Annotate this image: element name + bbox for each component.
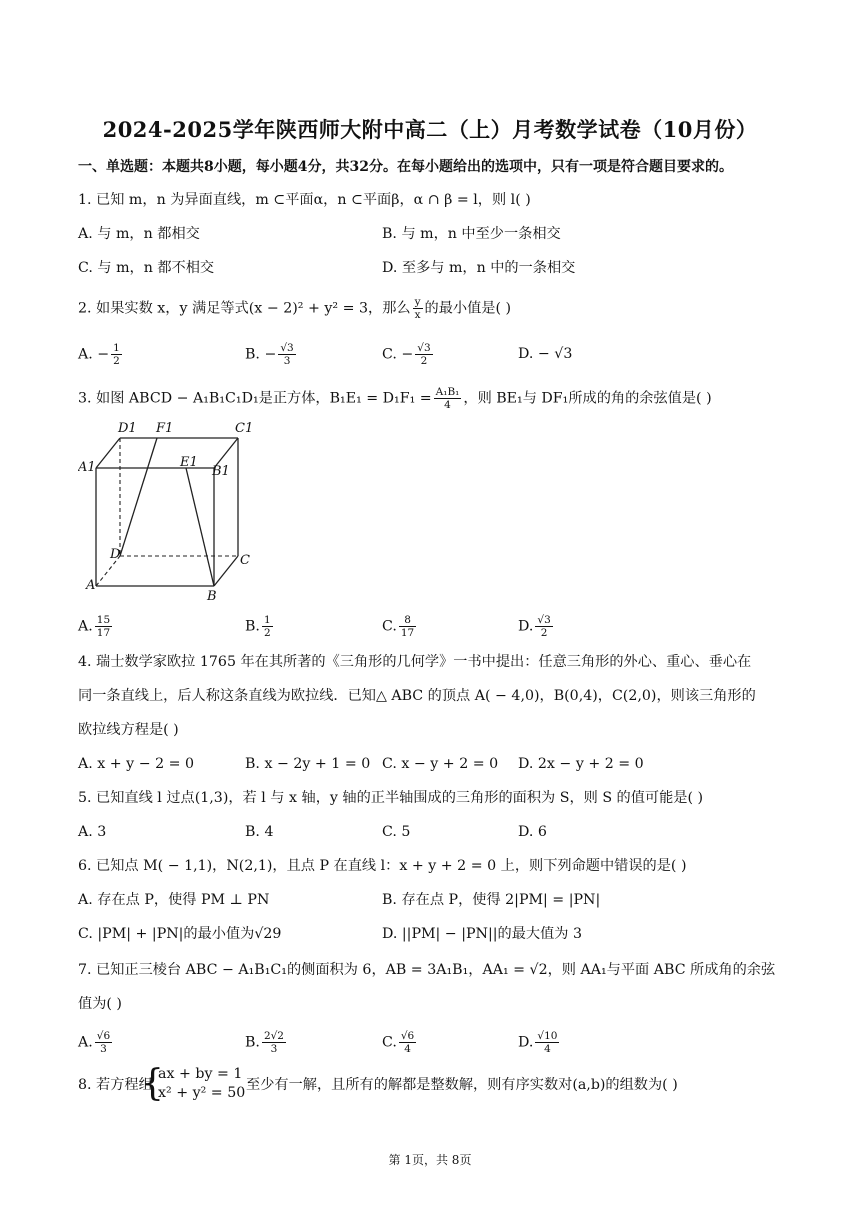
question-2-option-a: [78, 342, 124, 367]
question-3-option-c: [382, 614, 418, 639]
fraction-numerator: 2√2: [263, 1030, 284, 1042]
option-fraction: [415, 342, 432, 367]
question-2-stem-start: 2. 如果实数 x，y 满足等式(x − 2)² + y² = 3，那么: [78, 300, 411, 317]
question-7-option-c: [382, 1030, 418, 1055]
fraction-numerator: 1: [113, 342, 120, 354]
question-3-option-d: [518, 614, 555, 639]
fraction-denominator: 2: [113, 355, 120, 367]
question-4-line-2: 同一条直线上，后人称这条直线为欧拉线．已知△ ABC 的顶点 A( − 4,0)，B(0,4)，C(2,0)，则该三角形的: [78, 688, 756, 704]
equation-system: [158, 1065, 245, 1103]
exam-title: 2024-2025学年陕西师大附中高二（上）月考数学试卷（10月份）: [102, 117, 758, 142]
question-4-option-b: B. x − 2y + 1 = 0: [245, 756, 371, 772]
section-heading: 一、单选题：本题共8小题，每小题4分，共32分。在每小题给出的选项中，只有一项是符合题目要求的。: [78, 159, 733, 175]
question-6-stem: 6. 已知点 M( − 1,1)，N(2,1)，且点 P 在直线 l：x + y + 2 = 0 上，则下列命题中错误的是( ): [78, 858, 687, 874]
question-4-option-a: A. x + y − 2 = 0: [78, 756, 195, 772]
question-4-option-c: C. x − y + 2 = 0: [382, 756, 499, 772]
label-a1: A1: [78, 460, 96, 475]
fraction-denominator: 2: [263, 627, 271, 639]
question-5-stem: 5. 已知直线 l 过点(1,3)，若 l 与 x 轴，y 轴的正半轴围成的三角形的面积为 S，则 S 的值可能是( ): [78, 790, 704, 806]
option-prefix: B.: [245, 1034, 260, 1051]
segment-b-e1: [186, 468, 214, 586]
question-2-option-c: [382, 342, 435, 367]
question-8-suffix: 至少有一解，且所有的解都是整数解，则有序实数对(a,b)的组数为( ): [246, 1077, 678, 1093]
question-3-stem: [78, 386, 712, 411]
option-fraction: [535, 1030, 559, 1055]
option-prefix: D.: [518, 1034, 534, 1051]
question-4-line-3: 欧拉线方程是( ): [78, 722, 179, 738]
question-7-line-1: 7. 已知正三棱台 ABC − A₁B₁C₁的侧面积为 6，AB = 3A₁B₁，AA₁ = √2，则 AA₁与平面 ABC 所成角的余弦: [78, 962, 776, 978]
label-c: C: [240, 553, 250, 568]
fraction-denominator: 3: [270, 1043, 278, 1055]
segment-d-f1: [120, 438, 157, 556]
fraction-numerator: √6: [96, 1030, 111, 1042]
option-prefix: C. −: [382, 346, 414, 363]
question-2-option-b: [245, 342, 298, 367]
question-6-option-a: A. 存在点 P，使得 PM ⊥ PN: [78, 892, 270, 908]
fraction-numerator: A₁B₁: [435, 386, 460, 398]
fraction-numerator: √3: [417, 342, 431, 354]
option-fraction: [111, 342, 122, 367]
fraction-numerator: 15: [96, 614, 111, 626]
label-e1: E1: [180, 455, 198, 470]
fraction-denominator: 4: [544, 1043, 551, 1055]
label-b1: B1: [212, 464, 230, 479]
question-1-option-d: D. 至多与 m，n 中的一条相交: [382, 260, 576, 276]
question-5-option-d: D. 6: [518, 824, 547, 840]
fraction-numerator: √6: [400, 1030, 415, 1042]
option-prefix: B.: [245, 618, 260, 635]
edge-b-c: [214, 556, 238, 586]
option-fraction: [262, 614, 273, 639]
question-2-fraction: [413, 296, 423, 321]
equation-system-brace: {: [141, 1063, 164, 1104]
fraction-denominator: 2: [420, 355, 428, 367]
question-2-stem: [78, 296, 511, 321]
fraction-denominator: 3: [100, 1043, 107, 1055]
fraction-numerator: √3: [280, 342, 294, 354]
fraction-numerator: √3: [537, 614, 551, 626]
question-3-option-a: [78, 614, 114, 639]
question-3-fraction: [434, 386, 462, 411]
question-4-option-d: D. 2x − y + 2 = 0: [518, 756, 644, 772]
fraction-numerator: y: [414, 296, 421, 308]
fraction-numerator: 8: [399, 614, 416, 627]
fraction-denominator: 4: [404, 1043, 411, 1055]
label-d: D: [110, 547, 121, 562]
option-fraction: [399, 614, 416, 639]
fraction-denominator: 4: [444, 399, 451, 411]
question-7-option-a: [78, 1030, 114, 1055]
fraction-denominator: 3: [283, 355, 291, 367]
option-prefix: D.: [518, 618, 534, 635]
question-2-option-d: D. − √3: [518, 346, 573, 362]
option-fraction: [95, 1030, 112, 1055]
option-prefix: A.: [78, 618, 93, 635]
question-5-option-b: B. 4: [245, 824, 274, 840]
question-2-stem-end: 的最小值是( ): [424, 300, 512, 317]
question-7-option-b: [245, 1030, 288, 1055]
option-fraction: [278, 342, 295, 367]
option-fraction: [262, 1030, 286, 1055]
question-8-prefix: 8. 若方程组: [78, 1077, 153, 1093]
option-fraction: [95, 614, 112, 639]
option-fraction: [535, 614, 552, 639]
fraction-denominator: 17: [96, 627, 111, 639]
fraction-denominator: x: [414, 309, 421, 321]
page-footer: 第 1页，共 8页: [388, 1153, 472, 1167]
label-b: B: [207, 589, 217, 604]
question-5-option-a: A. 3: [78, 824, 107, 840]
fraction-numerator: √10: [537, 1030, 558, 1042]
question-1-option-c: C. 与 m，n 都不相交: [78, 260, 215, 276]
label-f1: F1: [156, 421, 174, 436]
option-prefix: A. −: [78, 346, 110, 363]
question-6-option-c: C. |PM| + |PN|的最小值为√29: [78, 926, 282, 942]
question-4-line-1: 4. 瑞士数学家欧拉 1765 年在其所著的《三角形的几何学》一书中提出：任意三角形的外心、重心、垂心在: [78, 654, 752, 670]
option-prefix: C.: [382, 618, 397, 635]
question-3-stem-start: 3. 如图 ABCD − A₁B₁C₁D₁是正方体，B₁E₁ = D₁F₁ =: [78, 390, 432, 407]
equation-1: ax + by = 1: [158, 1066, 243, 1082]
question-6-option-b: B. 存在点 P，使得 2|PM| = |PN|: [382, 892, 601, 908]
question-6-option-d: D. ||PM| − |PN||的最大值为 3: [382, 926, 582, 942]
question-7-option-d: [518, 1030, 561, 1055]
cube-diagram: [78, 416, 268, 606]
question-5-option-c: C. 5: [382, 824, 411, 840]
fraction-numerator: 1: [263, 614, 271, 626]
option-fraction: [399, 1030, 416, 1055]
question-3-option-b: [245, 614, 275, 639]
label-d1: D1: [118, 421, 137, 436]
option-prefix: B. −: [245, 346, 277, 363]
label-a: A: [86, 578, 96, 593]
question-1-option-a: A. 与 m，n 都相交: [78, 226, 200, 242]
question-1-option-b: B. 与 m，n 中至少一条相交: [382, 226, 561, 242]
option-prefix: C.: [382, 1034, 397, 1051]
label-c1: C1: [235, 421, 254, 436]
question-7-line-2: 值为( ): [78, 996, 122, 1012]
option-prefix: A.: [78, 1034, 93, 1051]
equation-2: x² + y² = 50: [158, 1085, 246, 1101]
fraction-denominator: 2: [540, 627, 548, 639]
question-1-stem: 1. 已知 m，n 为异面直线，m ⊂平面α，n ⊂平面β，α ∩ β = l，则 l( ): [78, 192, 531, 208]
question-3-stem-end: ，则 BE₁与 DF₁所成的角的余弦值是( ): [463, 390, 712, 407]
edge-a1-d1: [96, 438, 120, 468]
fraction-denominator: 17: [400, 627, 415, 639]
